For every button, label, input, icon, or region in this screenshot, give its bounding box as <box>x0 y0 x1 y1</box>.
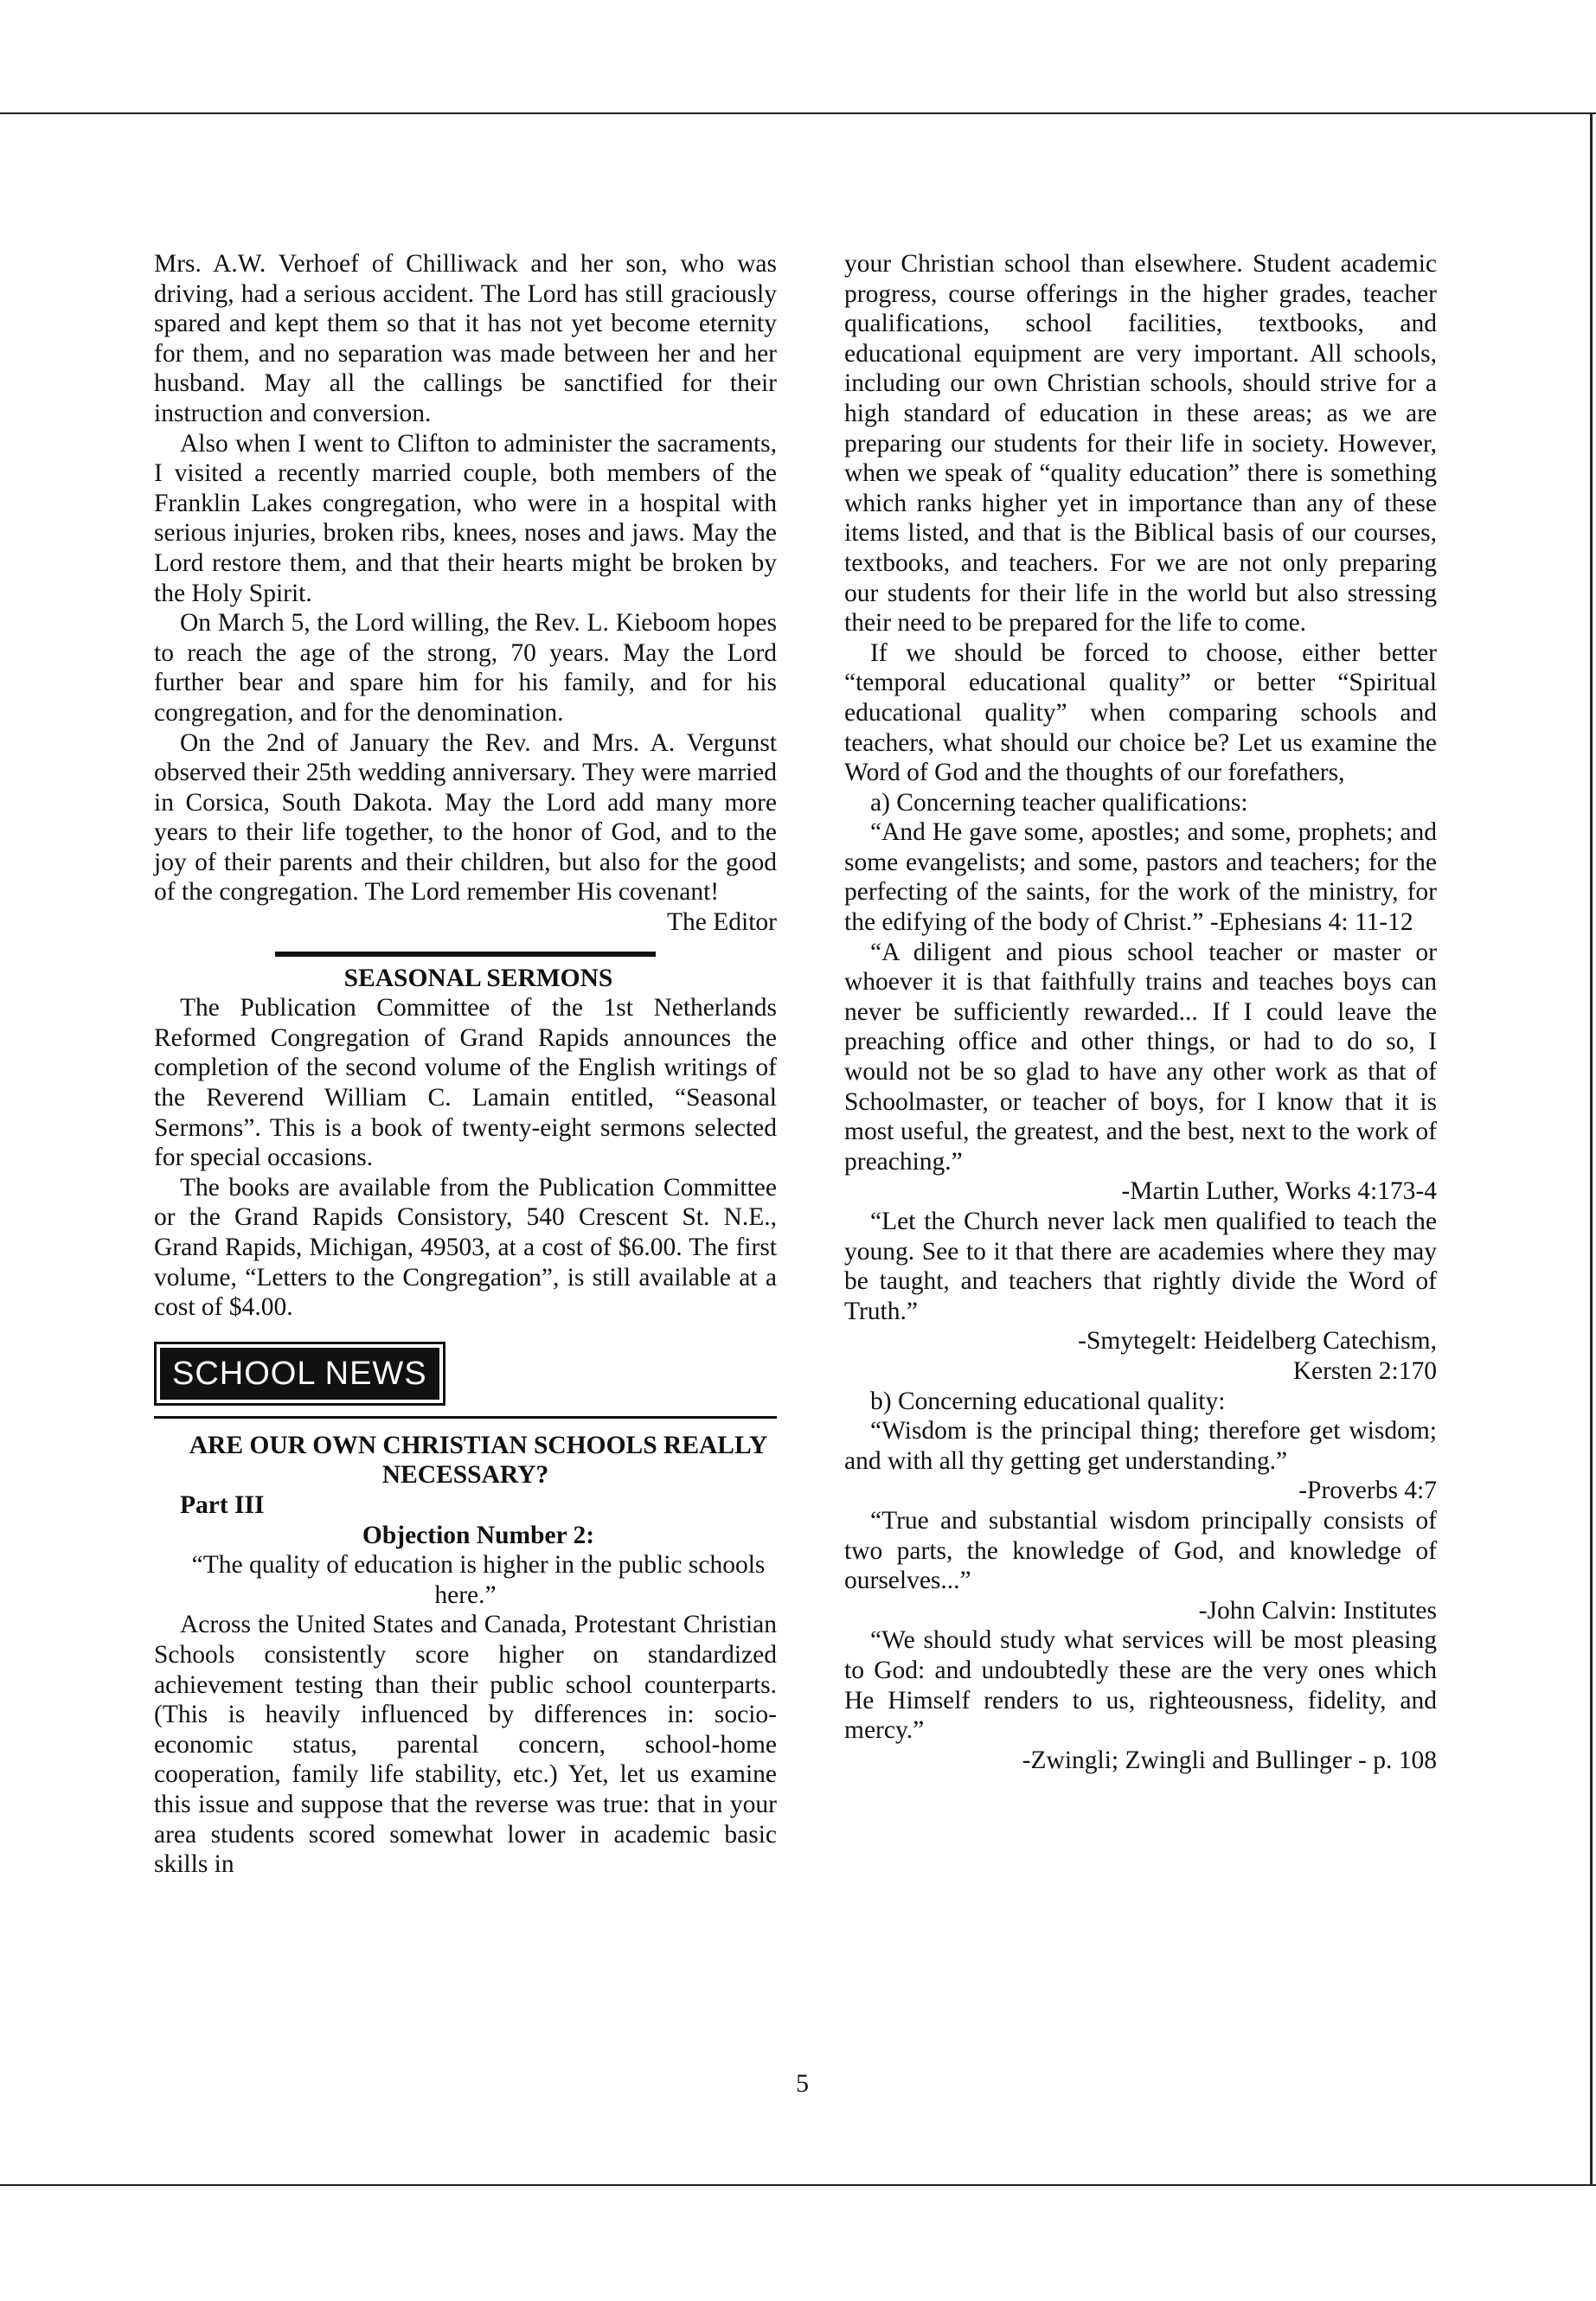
section-divider <box>275 952 656 957</box>
citation: -Zwingli; Zwingli and Bullinger - p. 108 <box>1022 1746 1437 1774</box>
citation: Kersten 2:170 <box>1292 1356 1437 1385</box>
quote: “A diligent and pious school teacher or master or whoever it is that faithfully trains and teaches boys can never be sufficiently rewarded... If I could leave the preaching office and other things, or had to do so, I would not be so glad to have any other work as that of Schoolmaster, or teacher of boys, for I know that it is most useful, the greatest, and the best, next to the work of preaching.” <box>844 938 1437 1176</box>
quote: “Let the Church never lack men qualified to teach the young. See to it that there are academies where they may be taught, and teachers that rightly divide the Word of Truth.” <box>844 1208 1437 1325</box>
paragraph: On March 5, the Lord willing, the Rev. L. Kieboom hopes to reach the age of the strong, 70 years. May the Lord further bear and spare him for his family, and for his congregation, and for the denomination. <box>154 609 777 727</box>
citation: -John Calvin: Institutes <box>1198 1596 1437 1625</box>
section-label-a: a) Concerning teacher qualifications: <box>870 788 1248 817</box>
left-column <box>154 249 777 1880</box>
quote: “True and substantial wisdom principally consists of two parts, the knowledge of God, and knowledge of ourselves...” <box>844 1506 1437 1595</box>
school-news-label: SCHOOL NEWS <box>160 1348 439 1400</box>
scan-border-right <box>1590 112 1593 2186</box>
article-title: ARE OUR OWN CHRISTIAN SCHOOLS REALLY NECESSARY? <box>189 1431 768 1490</box>
paragraph: The Publication Committee of the 1st Netherlands Reformed Congregation of Grand Rapids announces the completion of the second volume of the English writings of the Reverend William C. Lamain entitled, “Seasonal Sermons”. This is a book of twenty-eight sermons selected for special occasions. <box>154 994 777 1172</box>
seasonal-sermons-heading: SEASONAL SERMONS <box>343 964 613 992</box>
editor-signature: The Editor <box>667 908 777 937</box>
school-news-banner <box>154 1342 445 1406</box>
paragraph: If we should be forced to choose, either better “temporal educational quality” or better “Spiritual educational quality” when comparing schools and teachers, what should our choice be? Let us examine the Word of God and the thoughts of our forefathers, <box>844 638 1437 787</box>
page-number: 5 <box>796 2069 809 2098</box>
paragraph: On the 2nd of January the Rev. and Mrs. A. Vergunst observed their 25th wedding anniversary. They were married in Corsica, South Dakota. May the Lord add many more years to their life together, to the honor of God, and to the joy of their parents and their children, but also for the good of the congregation. The Lord remember His covenant! <box>154 728 777 907</box>
section-label-b: b) Concerning educational quality: <box>870 1387 1226 1415</box>
objection-text: “The quality of education is higher in the public schools here.” <box>191 1551 766 1609</box>
scan-border-top <box>0 112 1596 114</box>
paragraph: The books are available from the Publication Committee or the Grand Rapids Consistory, 540 Crescent St. N.E., Grand Rapids, Michigan, 49503, at a cost of $6.00. The first volume, “Letters to the Congregation”, is still available at a cost of $4.00. <box>154 1173 777 1322</box>
objection-heading: Objection Number 2: <box>362 1521 595 1549</box>
school-news-rule <box>154 1416 777 1419</box>
article-part: Part III <box>180 1490 265 1519</box>
paragraph: Also when I went to Clifton to administer the sacraments, I visited a recently married couple, both members of the Franklin Lakes congregation, who were in a hospital with serious injuries, broken ribs, knees, noses and jaws. May the Lord restore them, and that their hearts might be broken by the Holy Spirit. <box>154 429 777 607</box>
paragraph: your Christian school than elsewhere. Student academic progress, course offerings in the higher grades, teacher qualifications, school facilities, textbooks, and educational equipment are very important. All schools, including our own Christian schools, should strive for a high standard of education in these areas; as we are preparing our students for their life in society. However, when we speak of “quality education” there is something which ranks higher yet in importance than any of these items listed, and that is the Biblical basis of our courses, textbooks, and teachers. For we are not only preparing our students for their life in the world but also stressing their need to be prepared for the life to come. <box>844 250 1437 638</box>
citation: -Smytegelt: Heidelberg Catechism, <box>1078 1327 1437 1356</box>
paragraph: Mrs. A.W. Verhoef of Chilliwack and her son, who was driving, had a serious accident. The Lord has still graciously spared and kept them so that it has not yet become eternity for them, and no separation was made between her and her husband. May all the callings be sanctified for their instruction and conversion. <box>154 250 777 427</box>
citation: -Proverbs 4:7 <box>1298 1477 1437 1505</box>
paragraph: Across the United States and Canada, Protestant Christian Schools consistently score higher on standardized achievement testing than their public school counterparts. (This is heavily influenced by differences in: socio-economic status, parental concern, school-home cooperation, family life stability, etc.) Yet, let us examine this issue and suppose that the reverse was true: that in your area students scored somewhat lower in academic basic skills in <box>154 1611 777 1879</box>
right-column <box>844 249 1437 1775</box>
citation: -Martin Luther, Works 4:173-4 <box>1121 1177 1437 1206</box>
quote: “Wisdom is the principal thing; therefore get wisdom; and with all thy getting get understanding.” <box>844 1417 1437 1475</box>
scan-border-bottom <box>0 2184 1596 2186</box>
quote: “We should study what services will be most pleasing to God: and undoubtedly these are the very ones which He Himself renders to us, righteousness, fidelity, and mercy.” <box>844 1626 1437 1745</box>
quote: “And He gave some, apostles; and some, prophets; and some evangelists; and some, pastors and teachers; for the perfecting of the saints, for the work of the ministry, for the edifying of the body of Christ.” -Ephesians 4: 11-12 <box>844 818 1437 937</box>
